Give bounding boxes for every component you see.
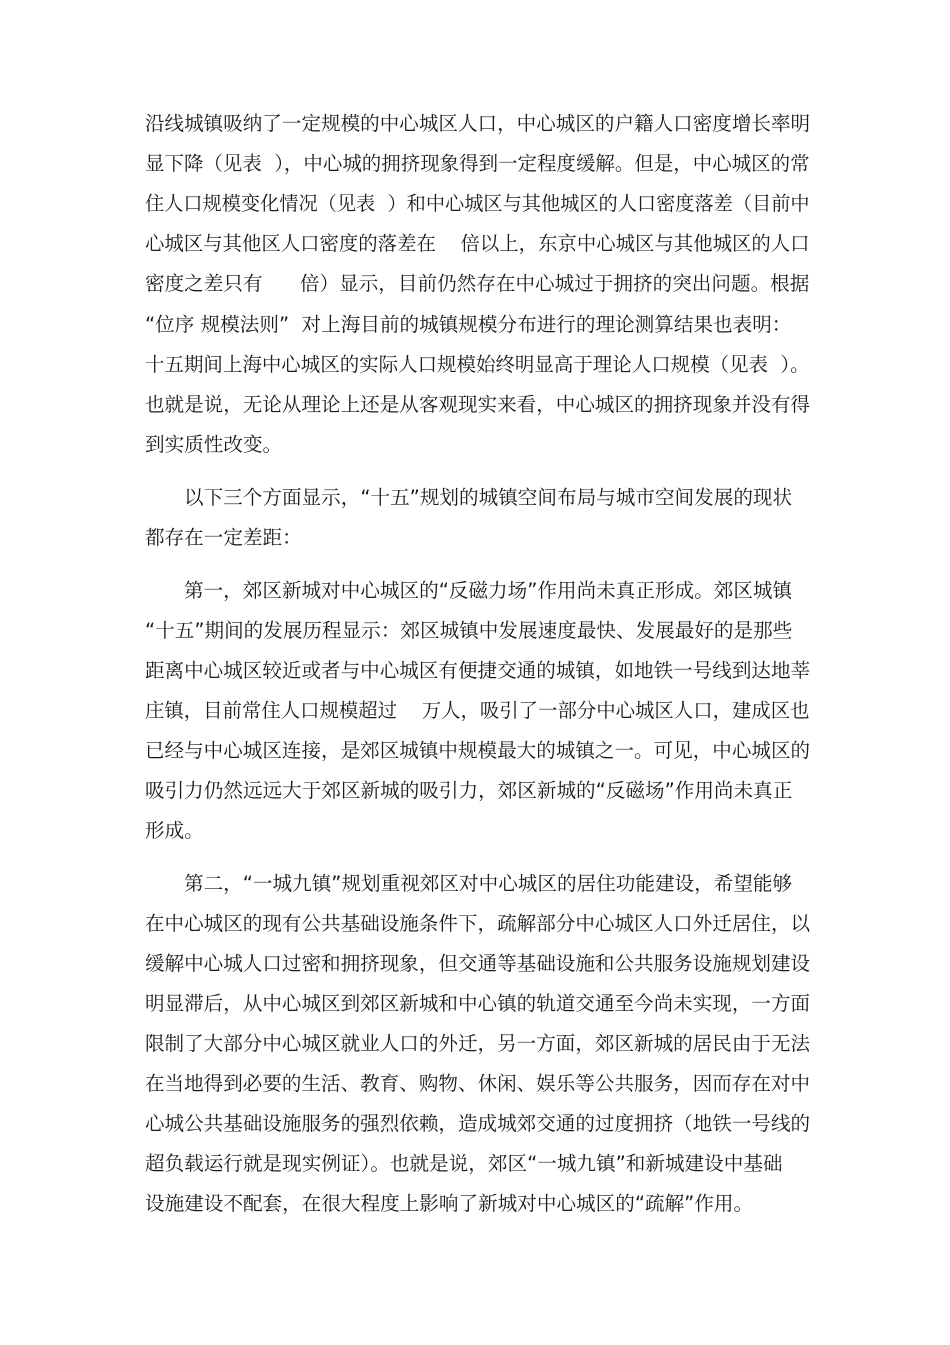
paragraph-4-line-6: 在当地得到必要的生活、教育、购物、休闲、娱乐等公共服务，因而存在对中 [145,1072,811,1095]
paragraph-3-line-4: 庄镇，目前常住人口规模超过 万人，吸引了一部分中心城区人口，建成区也 [145,699,810,722]
paragraph-4-line-1: 第二，“一城九镇”规划重视郊区对中心城区的居住功能建设，希望能够 [184,872,793,895]
paragraph-2-line-1: 以下三个方面显示，“十五”规划的城镇空间布局与城市空间发展的现状 [184,486,793,509]
paragraph-1-line-2: 显下降（见表 ），中心城的拥挤现象得到一定程度缓解。但是，中心城区的常 [145,152,810,175]
paragraph-3-line-3: 距离中心城区较近或者与中心城区有便捷交通的城镇，如地铁一号线到达地莘 [145,659,811,682]
paragraph-3-line-5: 已经与中心城区连接，是郊区城镇中规模最大的城镇之一。可见，中心城区的 [145,739,811,762]
paragraph-1-line-7: 十五期间上海中心城区的实际人口规模始终明显高于理论人口规模（见表 ）。 [145,353,810,376]
paragraph-1-line-3: 住人口规模变化情况（见表 ）和中心城区与其他城区的人口密度落差（目前中 [145,192,810,215]
paragraph-4-line-3: 缓解中心城人口过密和拥挤现象，但交通等基础设施和公共服务设施规划建设 [145,952,811,975]
paragraph-3-line-6: 吸引力仍然远远大于郊区新城的吸引力，郊区新城的“反磁场”作用尚未真正 [145,779,793,802]
paragraph-3-line-2: “十五”期间的发展历程显示：郊区城镇中发展速度最快、发展最好的是那些 [145,619,793,642]
paragraph-4-line-2: 在中心城区的现有公共基础设施条件下，疏解部分中心城区人口外迁居住，以 [145,912,811,935]
paragraph-4-line-9: 设施建设不配套，在很大程度上影响了新城对中心城区的“疏解”作用。 [145,1192,754,1215]
paragraph-1-line-4: 心城区与其他区人口密度的落差在 倍以上，东京中心城区与其他城区的人口 [145,232,810,255]
paragraph-4-line-8: 超负载运行就是现实例证）。也就是说，郊区“一城九镇”和新城建设中基础 [145,1152,783,1175]
paragraph-1-line-9: 到实质性改变。 [145,433,283,456]
paragraph-1-line-8: 也就是说，无论从理论上还是从客观现实来看，中心城区的拥挤现象并没有得 [145,393,811,416]
paragraph-4-line-7: 心城公共基础设施服务的强烈依赖，造成城郊交通的过度拥挤（地铁一号线的 [145,1112,811,1135]
paragraph-4-line-4: 明显滞后，从中心城区到郊区新城和中心镇的轨道交通至今尚未实现，一方面 [145,992,811,1015]
paragraph-3-line-7: 形成。 [145,819,204,842]
paragraph-1-line-1: 沿线城镇吸纳了一定规模的中心城区人口，中心城区的户籍人口密度增长率明 [145,112,811,135]
paragraph-1-line-5: 密度之差只有 倍）显示，目前仍然存在中心城过于拥挤的突出问题。根据 [145,272,810,295]
paragraph-1-line-6: “位序 规模法则” 对上海目前的城镇规模分布进行的理论测算结果也表明： [145,313,792,336]
paragraph-4-line-5: 限制了大部分中心城区就业人口的外迁，另一方面，郊区新城的居民由于无法 [145,1032,811,1055]
paragraph-2-line-2: 都存在一定差距： [145,526,302,549]
paragraph-3-line-1: 第一，郊区新城对中心城区的“反磁力场”作用尚未真正形成。郊区城镇 [184,579,793,602]
